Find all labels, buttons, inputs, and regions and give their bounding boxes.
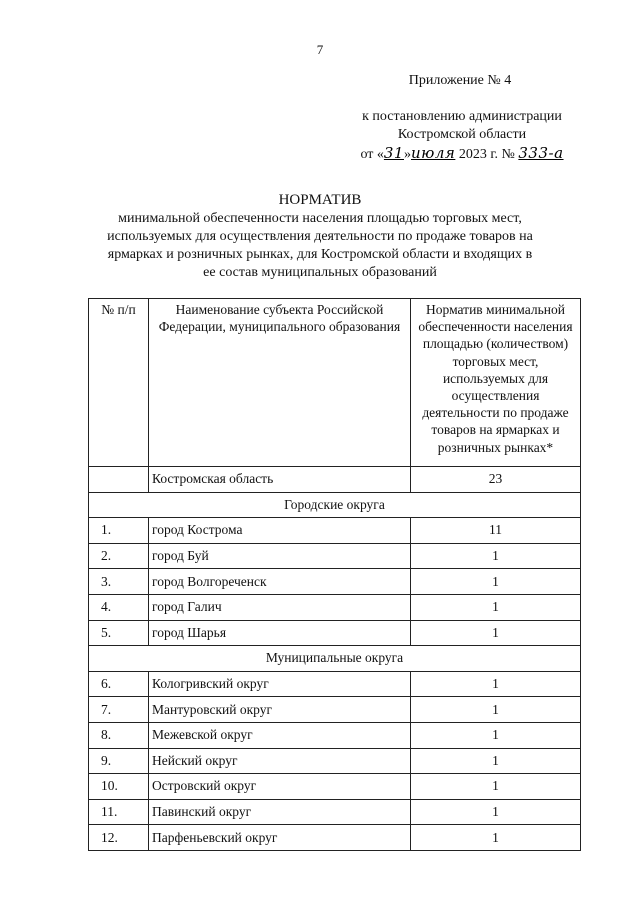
document-subtitle: минимальной обеспеченности населения площадью торговых мест, используемых для осуществления деятельности по продаже товаров на ярмарках и розничных рынках, для Костромской области и входящих в ее состав муниципальных образований: [107, 211, 533, 280]
region-value: 23: [411, 467, 581, 493]
row-name: город Шарья: [149, 620, 411, 646]
row-num: 6.: [89, 671, 149, 697]
header-name: Наименование субъекта Российской Федерации, муниципального образования: [149, 299, 411, 467]
row-num: 10.: [89, 774, 149, 800]
row-name: Нейский округ: [149, 748, 411, 774]
row-name: Островский округ: [149, 774, 411, 800]
handwritten-day: 31: [383, 144, 404, 162]
section-row: [89, 492, 581, 518]
table-row: [89, 799, 581, 825]
row-num: 4.: [89, 594, 149, 620]
row-value: 1: [411, 697, 581, 723]
row-name: город Волгореченск: [149, 569, 411, 595]
row-name: Парфеньевский округ: [149, 825, 411, 851]
row-num: 7.: [89, 697, 149, 723]
appendix-date-line: [330, 144, 594, 164]
section-label: Городские округа: [89, 492, 581, 518]
region-name: Костромская область: [149, 467, 411, 493]
row-value: 1: [411, 825, 581, 851]
row-name: город Кострома: [149, 518, 411, 544]
row-num: 9.: [89, 748, 149, 774]
row-name: Павинский округ: [149, 799, 411, 825]
appendix-reference: [330, 108, 594, 164]
row-value: 1: [411, 799, 581, 825]
appendix-line-2: Костромской области: [397, 127, 527, 142]
handwritten-month: июля: [410, 144, 456, 162]
appendix-title: Приложение № 4: [408, 73, 512, 88]
section-label: Муниципальные округа: [89, 646, 581, 672]
row-name: Межевской округ: [149, 722, 411, 748]
row-value: 11: [411, 518, 581, 544]
row-num: 5.: [89, 620, 149, 646]
row-value: 1: [411, 774, 581, 800]
appendix-line-1: к постановлению администрации: [362, 109, 562, 124]
document-title: НОРМАТИВ: [278, 192, 362, 208]
region-row: [89, 467, 581, 493]
row-value: 1: [411, 748, 581, 774]
table-header-row: [89, 299, 581, 467]
date-year: 2023 г. №: [455, 147, 519, 162]
row-name: город Галич: [149, 594, 411, 620]
date-prefix: от «: [360, 147, 384, 162]
row-value: 1: [411, 671, 581, 697]
row-num: 11.: [89, 799, 149, 825]
table-row: [89, 569, 581, 595]
header-norm: Норматив минимальной обеспеченности населения площадью (количеством) торговых мест, используемых для осуществления деятельности по продаже товаров на ярмарках и розничных рынках*: [411, 299, 581, 467]
row-num: 1.: [89, 518, 149, 544]
table-row: [89, 671, 581, 697]
table-row: [89, 748, 581, 774]
row-name: Кологривский округ: [149, 671, 411, 697]
section-row: [89, 646, 581, 672]
handwritten-doc-number: 333-а: [518, 144, 564, 162]
row-num: 2.: [89, 543, 149, 569]
header-number: № п/п: [89, 299, 149, 467]
row-value: 1: [411, 569, 581, 595]
row-num: 3.: [89, 569, 149, 595]
row-name: город Буй: [149, 543, 411, 569]
row-num: 8.: [89, 722, 149, 748]
region-num: [89, 467, 149, 493]
page-number: 7: [316, 42, 324, 57]
date-mid: »: [403, 147, 411, 162]
row-value: 1: [411, 620, 581, 646]
row-value: 1: [411, 722, 581, 748]
row-num: 12.: [89, 825, 149, 851]
row-name: Мантуровский округ: [149, 697, 411, 723]
table-row: [89, 543, 581, 569]
table-row: [89, 594, 581, 620]
table-row: [89, 518, 581, 544]
table-row: [89, 774, 581, 800]
table-row: [89, 697, 581, 723]
row-value: 1: [411, 543, 581, 569]
table-row: [89, 722, 581, 748]
norms-table: [88, 298, 581, 851]
table-row: [89, 825, 581, 851]
table-row: [89, 620, 581, 646]
row-value: 1: [411, 594, 581, 620]
